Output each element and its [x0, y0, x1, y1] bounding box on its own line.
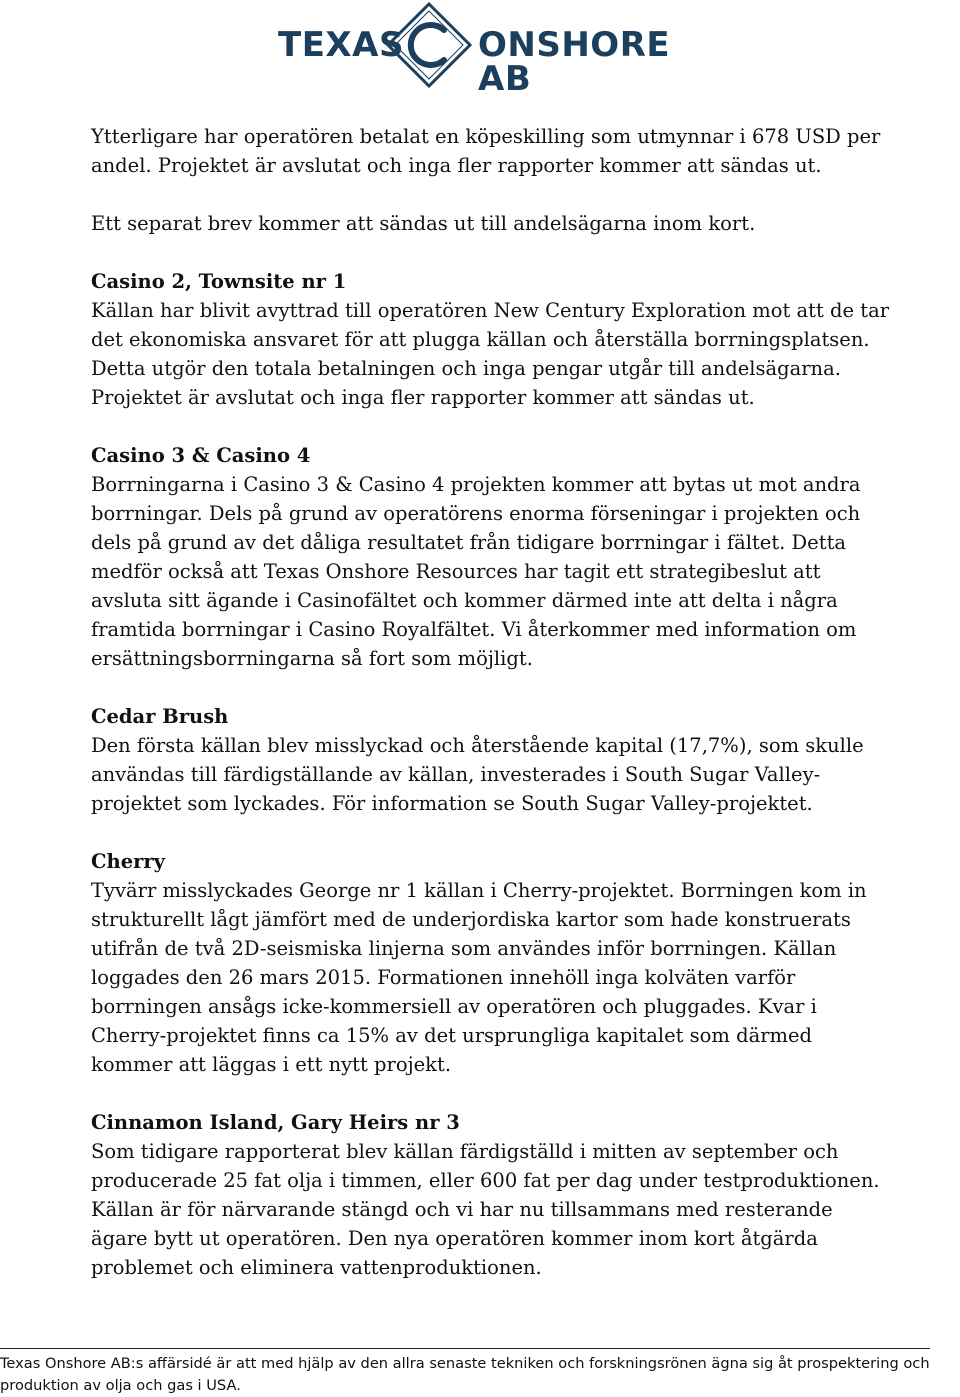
document-body: [91, 122, 891, 1282]
logo-word-right: ONSHORE AB: [478, 25, 671, 99]
section-body-cedar-brush: Den första källan blev misslyckad och återstående kapital (17,7%), som skulle användas till färdigställande av källan, investerades i South Sugar Valley-projektet som lyckades. För information se South Sugar Valley-projektet.: [91, 734, 864, 815]
section-body-cinnamon-island: Som tidigare rapporterat blev källan färdigställd i mitten av september och producerade 25 fat olja i timmen, eller 600 fat per dag under testproduktionen. Källan är för närvarande stängd och vi har nu tillsammans med resterande ägare bytt ut operatören. Den nya operatören kommer inom kort åtgärda problemet och eliminera vattenproduktionen.: [91, 1140, 880, 1279]
section-body-cherry: Tyvärr misslyckades George nr 1 källan i Cherry-projektet. Borrningen kom in strukturellt lågt jämfört med de underjordiska kartor som hade konstruerats utifrån de två 2D-seismiska linjerna som användes inför borrningen. Källan loggades den 26 mars 2015. Formationen innehöll inga kolväten varför borrningen ansågs icke-kommersiell av operatören och pluggades. Kvar i Cherry-projektet finns ca 15% av det ursprungliga kapitalet som därmed kommer att läggas i ett nytt projekt.: [91, 879, 867, 1076]
section-heading-casino-2: Casino 2, Townsite nr 1: [91, 270, 347, 293]
section-body-casino-3-4: Borrningarna i Casino 3 & Casino 4 projekten kommer att bytas ut mot andra borrningar. Dels på grund av operatörens enorma förseningar i projekten och dels på grund av det dåliga resultatet från tidigare borrningar i fältet. Detta medför också att Texas Onshore Resources har tagit ett strategibeslut att avsluta sitt ägande i Casinofältet och kommer därmed inte att delta i några framtida borrningar i Casino Royalfältet. Vi återkommer med information om ersättningsborrningarna så fort som möjligt.: [91, 473, 861, 670]
section-heading-casino-3-4: Casino 3 & Casino 4: [91, 444, 311, 467]
section-heading-cinnamon-island: Cinnamon Island, Gary Heirs nr 3: [91, 1111, 460, 1134]
intro-paragraph-1: Ytterligare har operatören betalat en köpeskilling som utmynnar i 678 USD per andel. Projektet är avslutat och inga fler rapporter kommer att sändas ut.: [91, 125, 881, 177]
page-footer: Texas Onshore AB:s affärsidé är att med hjälp av den allra senaste tekniken och forskningsrönen ägna sig åt prospektering och produktion av olja och gas i USA.: [0, 1348, 930, 1397]
section-body-casino-2: Källan har blivit avyttrad till operatören New Century Exploration mot att de tar det ekonomiska ansvaret för att plugga källan och återställa borrningsplatsen. Detta utgör den totala betalningen och inga pengar utgår till andelsägarna. Projektet är avslutat och inga fler rapporter kommer att sändas ut.: [91, 299, 890, 409]
company-logo: [278, 0, 688, 99]
section-heading-cedar-brush: Cedar Brush: [91, 705, 229, 728]
intro-paragraph-2: Ett separat brev kommer att sändas ut till andelsägarna inom kort.: [91, 212, 756, 235]
section-heading-cherry: Cherry: [91, 850, 165, 873]
logo-diamond-icon: [386, 2, 472, 88]
logo-word-left: TEXAS: [278, 25, 404, 65]
